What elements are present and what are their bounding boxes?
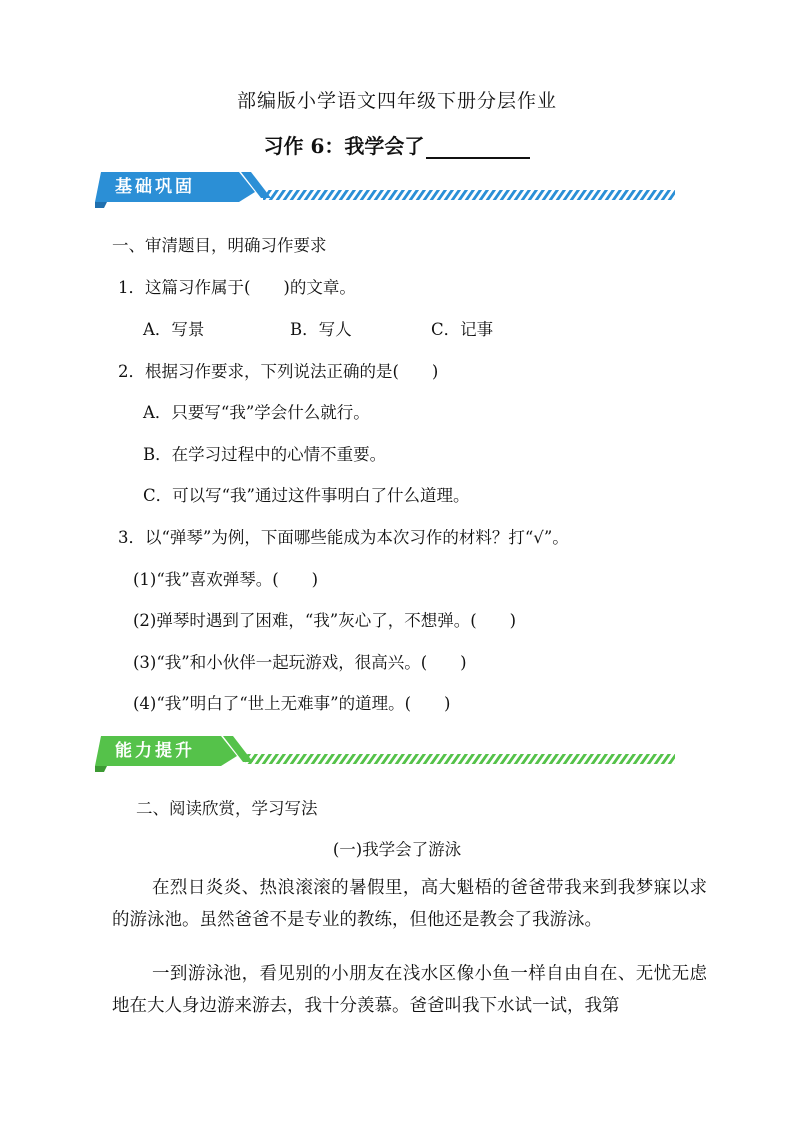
q3-item-1: (1)“我”喜欢弹琴。( ) <box>133 570 319 589</box>
assignment-title-text: 习作 6：我学会了 <box>263 134 425 158</box>
q2-option-b: B．在学习过程中的心情不重要。 <box>143 445 387 464</box>
section-banner-basic <box>95 168 680 208</box>
q1-option-b: B．写人 <box>290 320 352 339</box>
q2-option-a: A．只要写“我”学会什么就行。 <box>143 403 370 422</box>
banner-advanced-label: 能力提升 <box>115 741 195 761</box>
q2-option-c: C．可以写“我”通过这件事明白了什么道理。 <box>143 486 470 505</box>
section2-heading: 二、阅读欣赏，学习写法 <box>136 799 318 818</box>
q3-stem: 3．以“弹琴”为例，下面哪些能成为本次习作的材料？打“√”。 <box>118 528 569 547</box>
q2-stem: 2．根据习作要求，下列说法正确的是( ) <box>118 362 439 381</box>
page-title: 部编版小学语文四年级下册分层作业 <box>236 90 557 112</box>
banner-basic-label: 基础巩固 <box>115 177 195 197</box>
section1-heading: 一、审清题目，明确习作要求 <box>112 236 327 255</box>
q1-option-c: C．记事 <box>431 320 494 339</box>
q1-stem: 1．这篇习作属于( )的文章。 <box>118 278 356 297</box>
q3-item-4: (4)“我”明白了“世上无难事”的道理。( ) <box>133 694 451 713</box>
title-blank <box>426 137 530 159</box>
passage-title: (一)我学会了游泳 <box>332 840 462 859</box>
q1-option-a: A．写景 <box>143 320 205 339</box>
assignment-title <box>0 130 794 159</box>
q3-item-3: (3)“我”和小伙伴一起玩游戏，很高兴。( ) <box>133 653 467 672</box>
q3-item-2: (2)弹琴时遇到了困难，“我”灰心了，不想弹。( ) <box>133 611 517 630</box>
passage-paragraph-2: 一到游泳池，看见别的小朋友在浅水区像小鱼一样自由自在、无忧无虑地在大人身边游来游去，我十分羡慕。爸爸叫我下水试一试，我第 <box>112 964 707 1016</box>
section-banner-advanced <box>95 732 680 772</box>
passage-paragraph-1: 在烈日炎炎、热浪滚滚的暑假里，高大魁梧的爸爸带我来到我梦寐以求的游泳池。虽然爸爸不是专业的教练，但他还是教会了我游泳。 <box>112 878 707 930</box>
